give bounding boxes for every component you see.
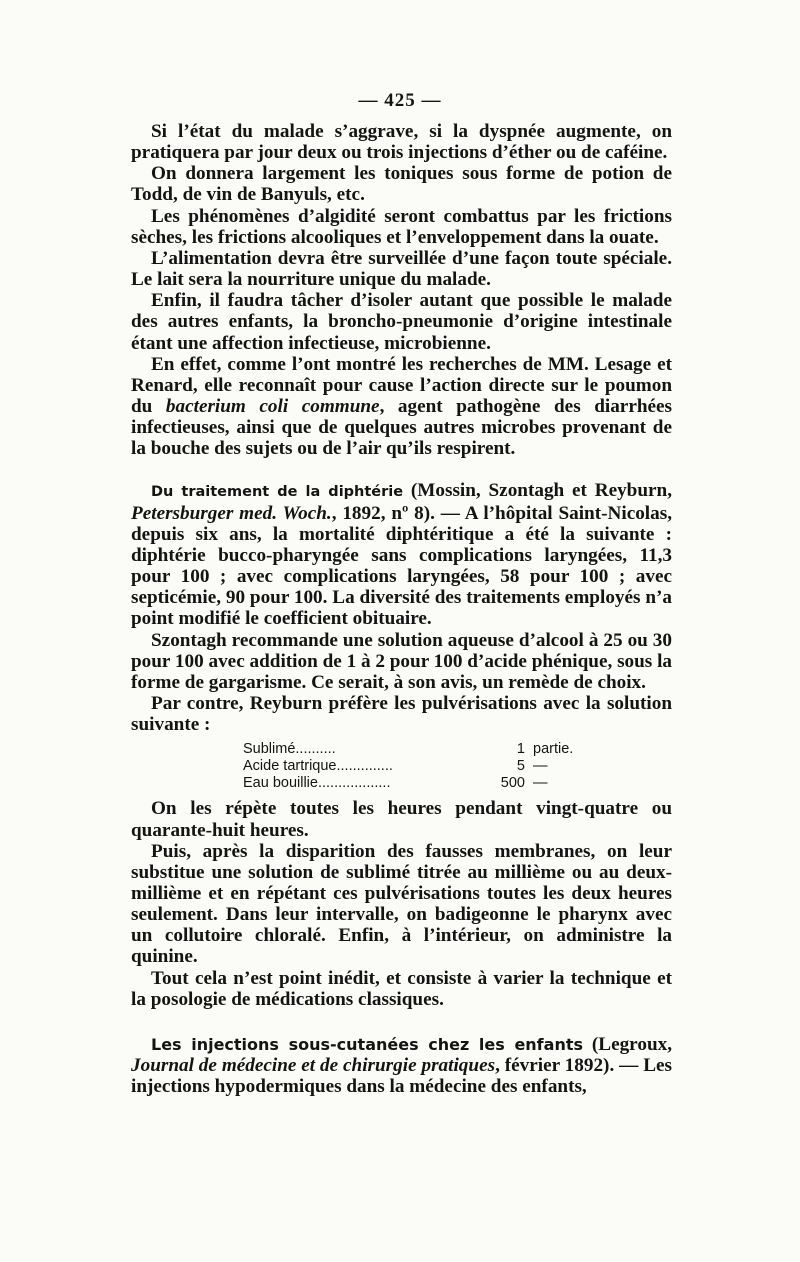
- paragraph: Puis, après la disparition des fausses membranes, on leur substitue une solution de sublimé titrée au millième ou au deux-millième et en répétant ces pulvérisations toutes les deux heures seulement. Dans leur intervalle, on badigeonne le pharynx avec un collutoire chloralé. Enfin, à l’intérieur, on administre la quinine.: [131, 840, 672, 968]
- recipe-row: [243, 741, 573, 758]
- paragraph: Les phénomènes d’algidité seront combattus par les frictions sèches, les frictions alcooliques et l’enveloppement dans la ouate.: [131, 205, 672, 248]
- paragraph: Tout cela n’est point inédit, et consiste à varier la technique et la posologie de médications classiques.: [131, 967, 672, 1010]
- paragraph: Enfin, il faudra tâcher d’isoler autant que possible le malade des autres enfants, la broncho-pneumonie d’origine intestinale étant une affection infectieuse, microbienne.: [131, 290, 672, 354]
- italic-term: bacterium coli commune: [165, 396, 380, 418]
- section-heading: Du traitement de la diphtérie: [151, 483, 404, 500]
- paragraph: Szontagh recommande une solution aqueuse d’alcool à 25 ou 30 pour 100 avec addition de 1 à 2 pour 100 d’acide phénique, sous la forme de gargarisme. Ce serait, à son avis, un remède de choix.: [131, 629, 672, 693]
- section-paragraph: [131, 1034, 672, 1097]
- paragraph-text: , agent pathogène des diarrhées infectieuses, ainsi que de quelques autres microbes provenant de la bouche des sujets ou de l’air qu’ils respirent.: [131, 396, 673, 460]
- body-text: [131, 121, 672, 1097]
- reference-text: (Legroux,: [583, 1033, 673, 1055]
- paragraph: Si l’état du malade s’aggrave, si la dyspnée augmente, on pratiquera par jour deux ou trois injections d’éther ou de caféine.: [131, 121, 672, 164]
- paragraph: Par contre, Reyburn préfère les pulvérisations avec la solution suivante :: [131, 693, 672, 736]
- recipe-quantity: 500: [500, 775, 525, 792]
- recipe-quantity: 5: [516, 758, 525, 775]
- page-number: — 425 —: [358, 90, 442, 111]
- recipe-table: [243, 741, 573, 792]
- reference-text: , 1892, nº 8). — A l’hôpital Saint-Nicolas, depuis six ans, la mortalité diphtéritique a été la suivante : diphtérie bucco-pharyngée sans complications laryngées, 11,3 pour 100 ; avec complications laryngées, 58 pour 100 ; avec septicémie, 90 pour 100. La diversité des traitements employés n’a point modifié le coefficient obituaire.: [131, 502, 672, 630]
- recipe-row: [243, 758, 573, 775]
- recipe-unit: —: [533, 775, 548, 792]
- paragraph-text: En effet, comme l’ont montré les recherches de MM. Lesage et Renard, elle reconnaît pour cause l’action directe sur le poumon du: [131, 353, 672, 418]
- recipe-quantity: 1: [516, 741, 525, 758]
- recipe-unit: —: [533, 758, 548, 775]
- paragraph: On les répète toutes les heures pendant vingt-quatre ou quarante-huit heures.: [131, 798, 672, 841]
- paragraph: [131, 354, 672, 460]
- journal-title: Journal de médecine et de chirurgie pratiques: [131, 1055, 496, 1077]
- recipe-unit: partie.: [533, 741, 574, 758]
- recipe-row: [243, 775, 573, 792]
- recipe-ingredient: Sublimé..........: [243, 741, 336, 758]
- paragraph: L’alimentation devra être surveillée d’une façon toute spéciale. Le lait sera la nourriture unique du malade.: [131, 247, 672, 291]
- recipe-ingredient: Eau bouillie..................: [243, 775, 391, 792]
- paragraph: On donnera largement les toniques sous forme de potion de Todd, de vin de Banyuls, etc.: [131, 163, 672, 206]
- section-paragraph: [131, 480, 672, 630]
- reference-text: , février 1892). — Les injections hypodermiques dans la médecine des enfants,: [131, 1055, 672, 1098]
- section-heading: Les injections sous-cutanées chez les enfants: [151, 1034, 584, 1054]
- journal-title: Petersburger med. Woch.: [131, 502, 332, 524]
- reference-text: (Mossin, Szontagh et Reyburn,: [403, 479, 672, 501]
- recipe-ingredient: Acide tartrique..............: [243, 758, 393, 775]
